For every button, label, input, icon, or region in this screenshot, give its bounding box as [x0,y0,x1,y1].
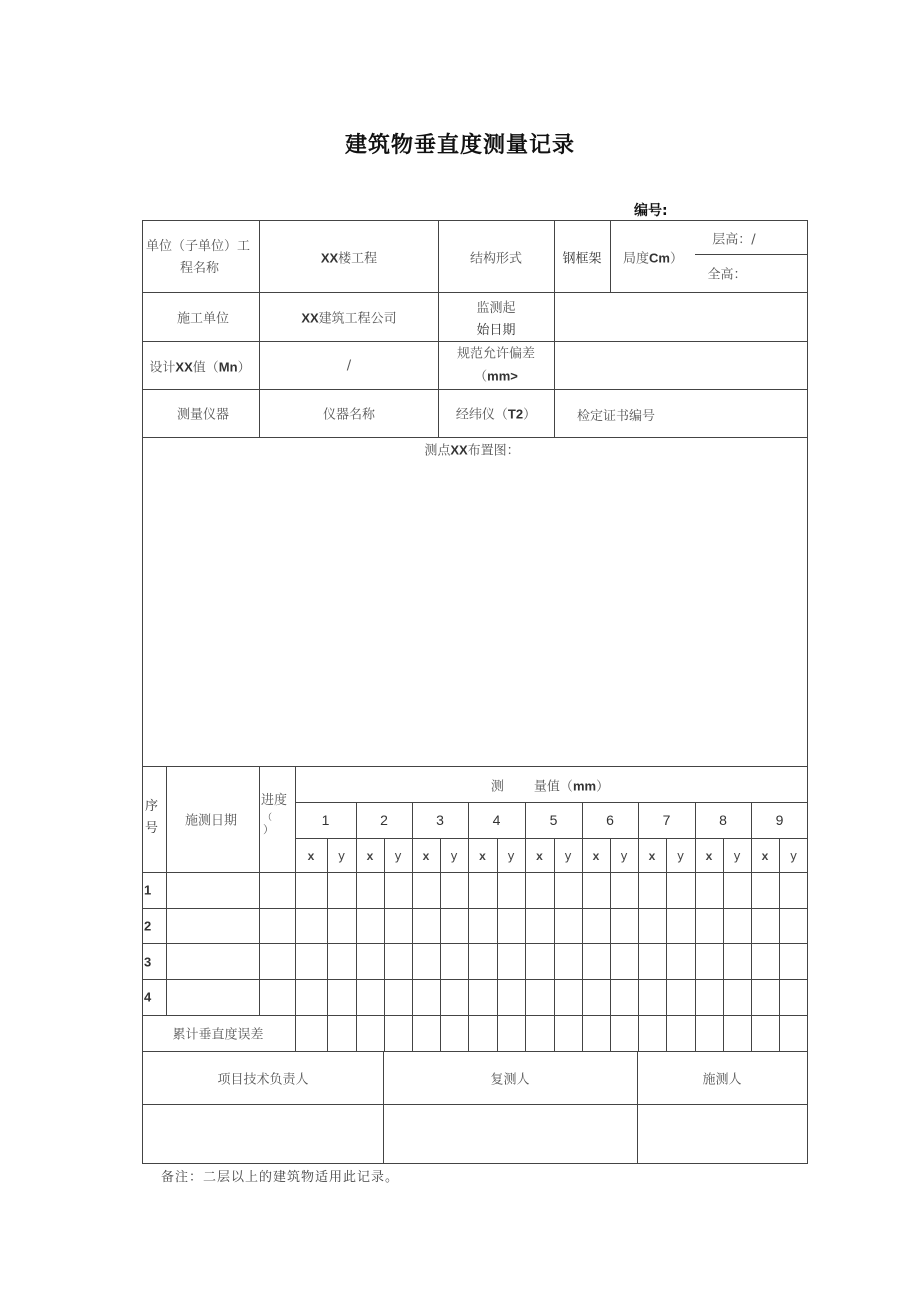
row-number: 1 [144,882,152,898]
point-number: 2 [380,812,388,828]
axis-x-label: x [592,849,600,863]
sequence-header: 序 号 [145,799,159,836]
contractor-label: 施工单位 [176,311,230,327]
point-number: 7 [662,812,671,828]
axis-y-label: y [620,849,628,863]
point-number: 9 [775,812,784,828]
theodolite-model: 经纬仪（T2） [455,406,537,423]
axis-y-label: y [789,849,798,863]
contractor-value: XX建筑工程公司 [301,310,397,327]
axis-y-label: y [450,849,458,863]
axis-x-label: x [366,849,374,863]
axis-y-label: y [676,849,685,863]
axis-x-label: x [479,849,486,863]
rechecker-label: 复测人 [490,1072,530,1088]
axis-x-label: x [761,849,769,863]
axis-y-label: y [337,849,346,863]
certificate-number-label: 检定证书编号 [577,409,656,424]
design-value-label: 设计XX值（Mn） [149,359,251,376]
axis-y-label: y [507,849,515,863]
surveyor-label: 施测人 [702,1072,742,1088]
height-label: 局度Cm） [623,250,683,267]
monitor-start-date-label: 监测起 始日期 [476,301,516,338]
project-name-value: XX楼工程 [320,250,378,267]
page-title: 建筑物垂直度测量记录 [344,133,575,158]
layout-diagram-label: 测点XX布置图： [424,442,520,459]
floor-height: 层高：/ [712,232,756,248]
structure-type-label: 结构形式 [469,251,523,267]
axis-x-label: x [648,849,656,863]
point-number: 3 [436,812,444,828]
point-number: 5 [549,812,558,828]
row-number: 2 [144,918,152,934]
record-number-label: 编号: [634,203,668,219]
instrument-name: 仪器名称 [322,407,376,423]
design-value: / [346,358,352,374]
structure-type-value: 钢框架 [562,251,602,267]
row-number: 4 [144,989,152,1005]
axis-x-label: x [536,849,543,863]
cumulative-error-label: 累计垂直度误差 [172,1027,264,1043]
point-number: 6 [606,812,614,828]
instrument-label: 测量仪器 [176,407,230,423]
point-number: 1 [321,812,330,828]
axis-x-label: x [422,849,430,863]
row-number: 3 [144,954,152,970]
survey-date-header: 施测日期 [184,813,238,829]
axis-x-label: x [705,849,713,863]
point-number: 4 [492,812,501,828]
point-number: 8 [719,812,727,828]
progress-header: 进度 （ ） [261,793,288,836]
tech-lead-label: 项目技术负责人 [217,1072,309,1088]
tolerance-label: 规范允许偏差 （mm> [456,346,536,385]
measured-values-header: 测 量值（mm） [490,778,610,795]
footnote: 备注：二层以上的建筑物适用此记录。 [161,1170,400,1185]
axis-y-label: y [564,849,572,863]
total-height: 全高： [707,267,747,283]
project-name-label: 单位（子单位）工 程名称 [146,239,251,276]
axis-y-label: y [733,849,741,863]
axis-x-label: x [307,849,315,863]
axis-y-label: y [394,849,402,863]
